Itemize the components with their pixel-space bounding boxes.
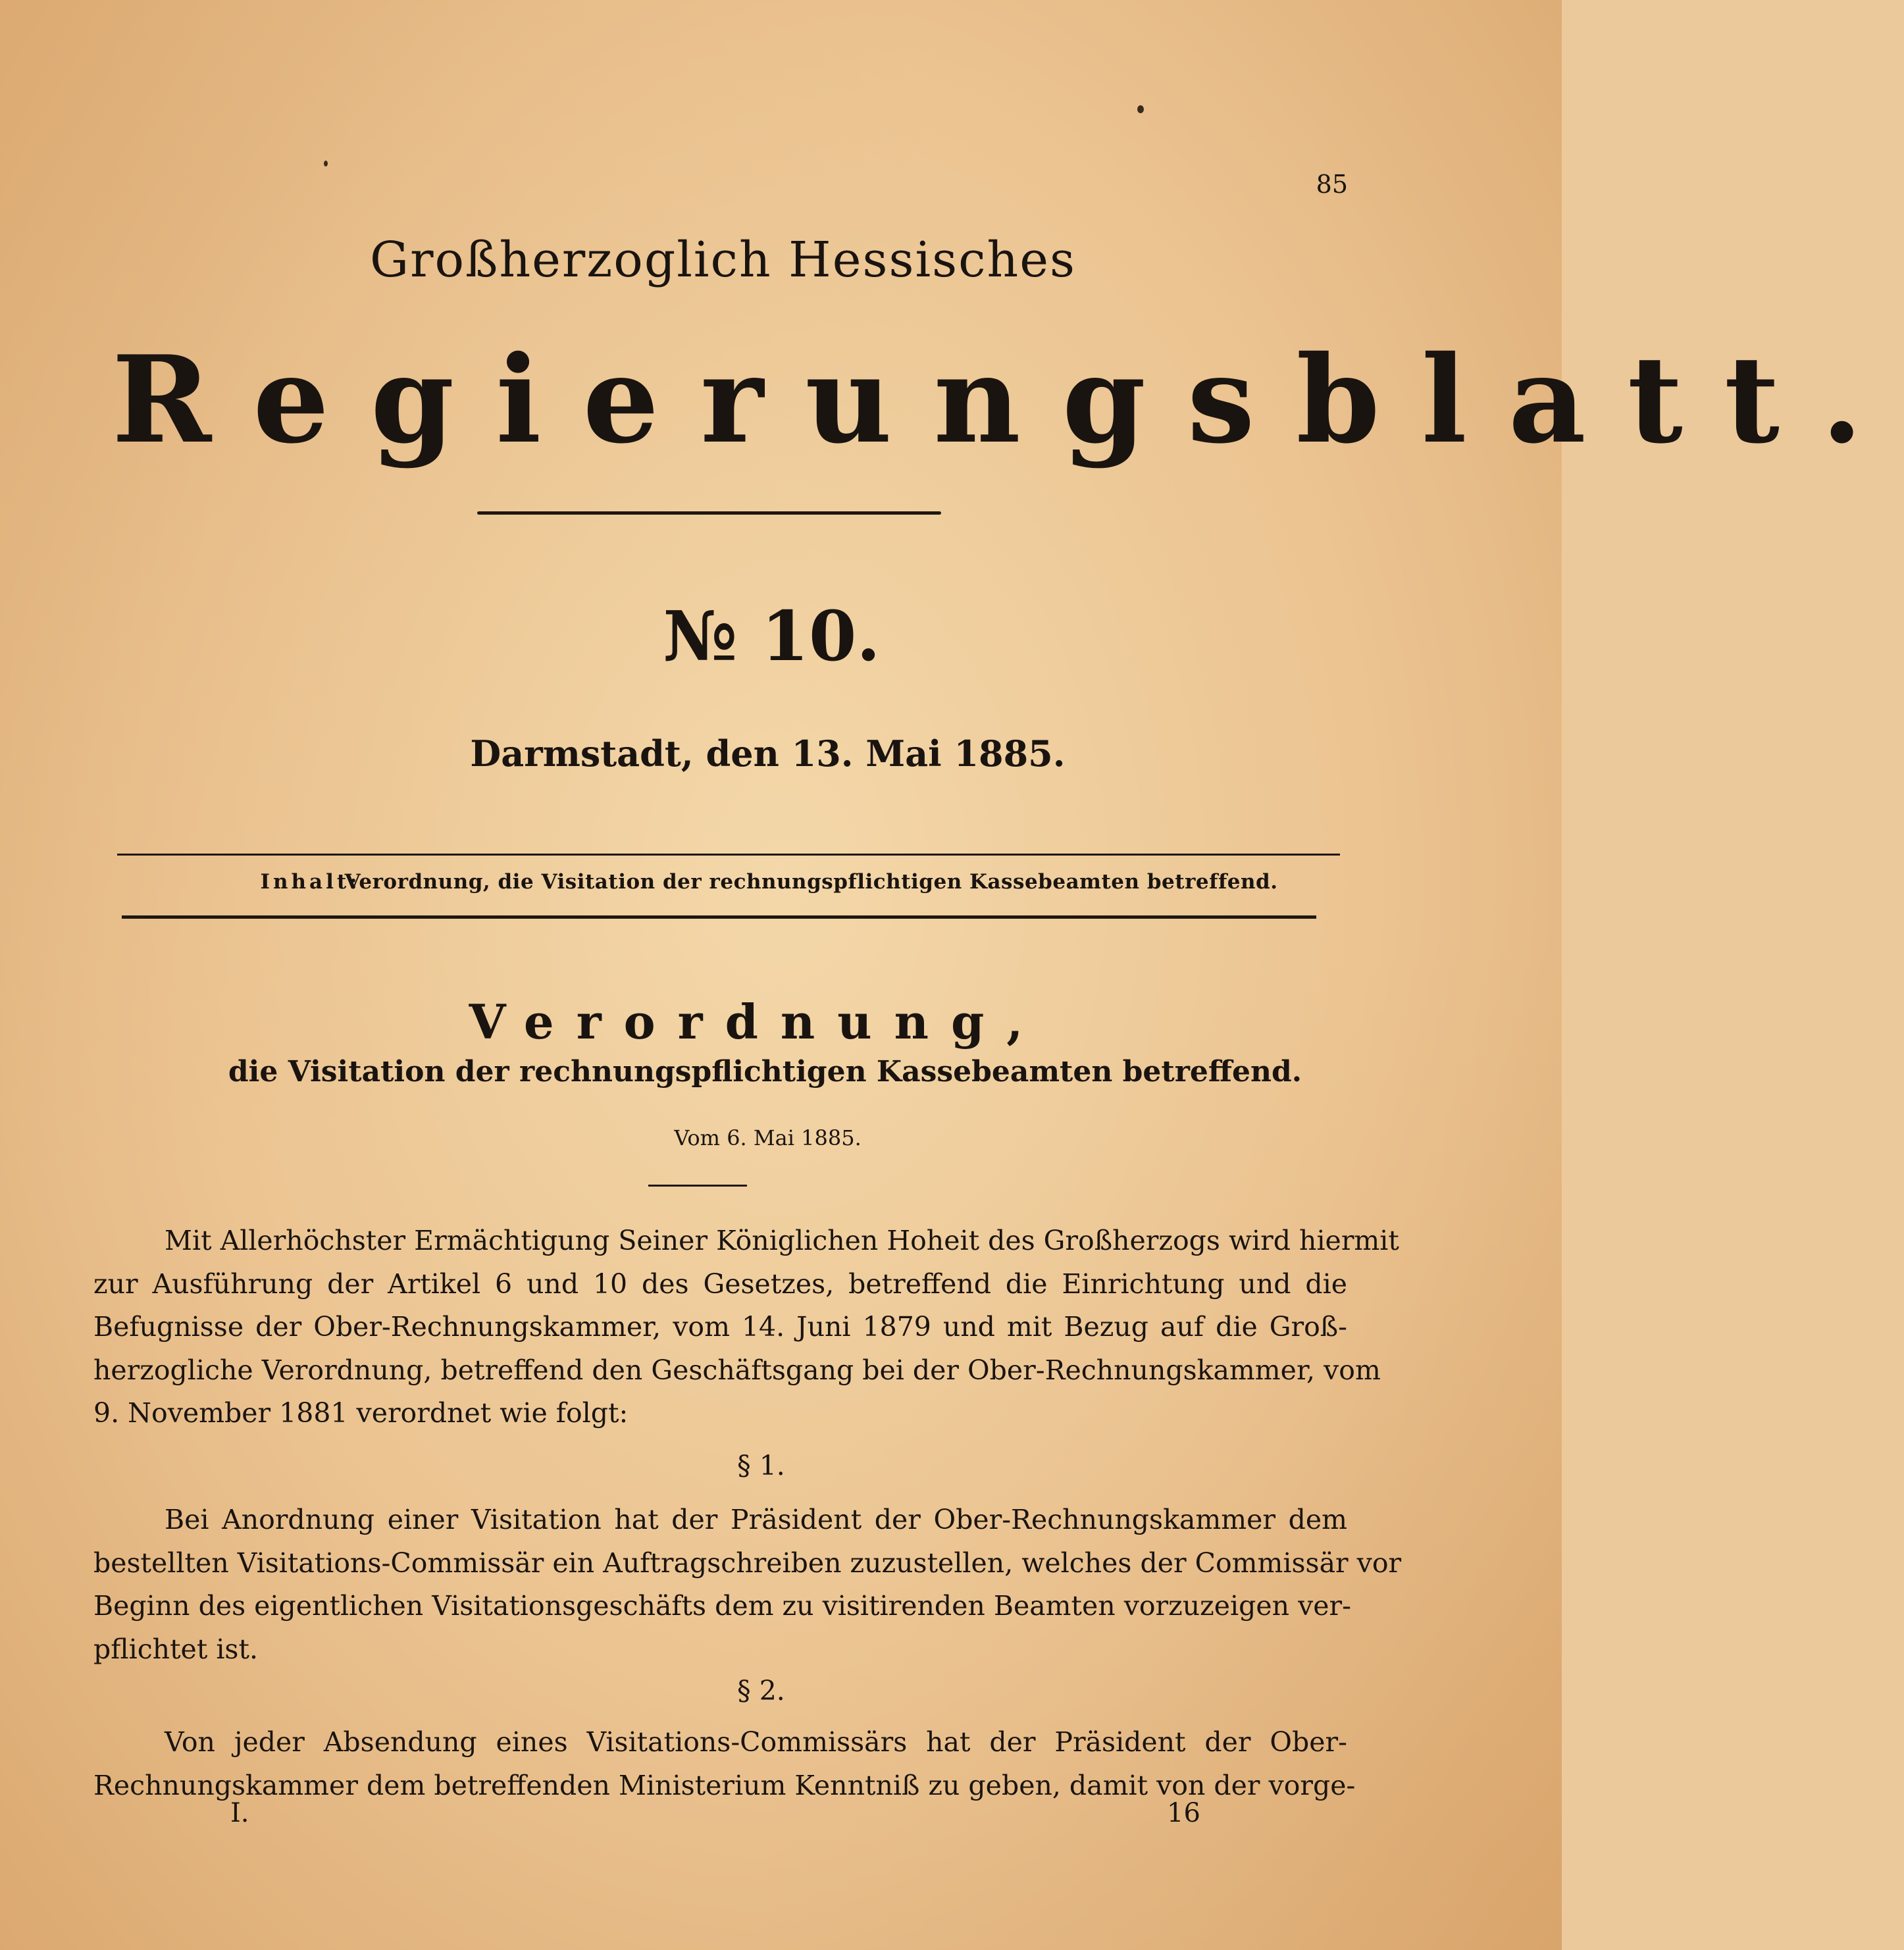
ordinance-title-text: Verordnung,	[469, 994, 1046, 1050]
preamble-line: zur Ausführung der Artikel 6 und 10 des Gesetzes, betreffend die Einrichtung und die	[93, 1268, 1347, 1300]
preamble-line: Befugnisse der Ober-Rechnungskammer, vom 14. Juni 1879 und mit Bezug auf die Groß-	[93, 1311, 1347, 1343]
footer-signature-left: I.	[230, 1798, 249, 1828]
section-2-line: Rechnungskammer dem betreffenden Ministerium Kenntniß zu geben, damit von der vorge-	[93, 1769, 1356, 1801]
section-1-paragraph	[93, 1499, 1402, 1671]
header-publisher-text: Großherzoglich Hessisches	[370, 232, 1076, 288]
page-number: 85	[1316, 170, 1348, 199]
ordinance-date-text: Vom 6. Mai 1885.	[674, 1125, 862, 1150]
header-title: Regierungsblatt.	[112, 329, 1904, 470]
section-2-mark-text: § 2.	[737, 1675, 785, 1706]
section-1-mark-text: § 1.	[737, 1450, 785, 1481]
ordinance-title	[0, 994, 1562, 1050]
preamble-paragraph	[93, 1219, 1399, 1435]
contents-rule-top	[117, 854, 1340, 856]
section-1-line: bestellten Visitations-Commissär ein Auftragschreiben zuzustellen, welches der Commissär vor	[93, 1547, 1402, 1579]
title-rule	[477, 511, 941, 515]
section-1-mark	[0, 1450, 1562, 1481]
dateline	[0, 732, 1562, 775]
contents-line	[0, 870, 1562, 894]
preamble-line: 9. November 1881 verordnet wie folgt:	[93, 1397, 629, 1429]
header-publisher	[0, 232, 1562, 288]
contents-rule-bottom	[122, 915, 1316, 919]
dateline-text: Darmstadt, den 13. Mai 1885.	[470, 732, 1066, 775]
ink-speck	[324, 161, 328, 167]
section-1-line: Beginn des eigentlichen Visitationsgeschäfts dem zu visitirenden Beamten vorzuzeigen ver-	[93, 1590, 1351, 1622]
section-2-mark	[0, 1675, 1562, 1706]
ordinance-rule	[648, 1185, 747, 1187]
preamble-line: herzogliche Verordnung, betreffend den Geschäftsgang bei der Ober-Rechnungskammer, vom	[93, 1354, 1381, 1386]
preamble-line: Mit Allerhöchster Ermächtigung Seiner Königlichen Hoheit des Großherzogs wird hiermit	[165, 1225, 1399, 1256]
section-2-paragraph	[93, 1721, 1356, 1807]
issue-number	[0, 596, 1562, 677]
ordinance-date	[0, 1125, 1562, 1150]
issue-number-text: № 10.	[663, 596, 881, 677]
section-1-line: Bei Anordnung einer Visitation hat der Präsident der Ober-Rechnungskammer dem	[165, 1504, 1347, 1535]
section-1-line: pflichtet ist.	[93, 1633, 258, 1665]
contents-label: Inhalt:	[260, 870, 361, 894]
ordinance-subtitle	[0, 1055, 1562, 1089]
footer-signature-right: 16	[1167, 1798, 1200, 1828]
section-2-line: Von jeder Absendung eines Visitations-Commissärs hat der Präsident der Ober-	[165, 1726, 1347, 1758]
ordinance-subtitle-text: die Visitation der rechnungspflichtigen Kassebeamten betreffend.	[228, 1055, 1302, 1089]
contents-text: Verordnung, die Visitation der rechnungspflichtigen Kassebeamten betreffend.	[344, 870, 1278, 894]
ink-speck	[1137, 105, 1144, 113]
